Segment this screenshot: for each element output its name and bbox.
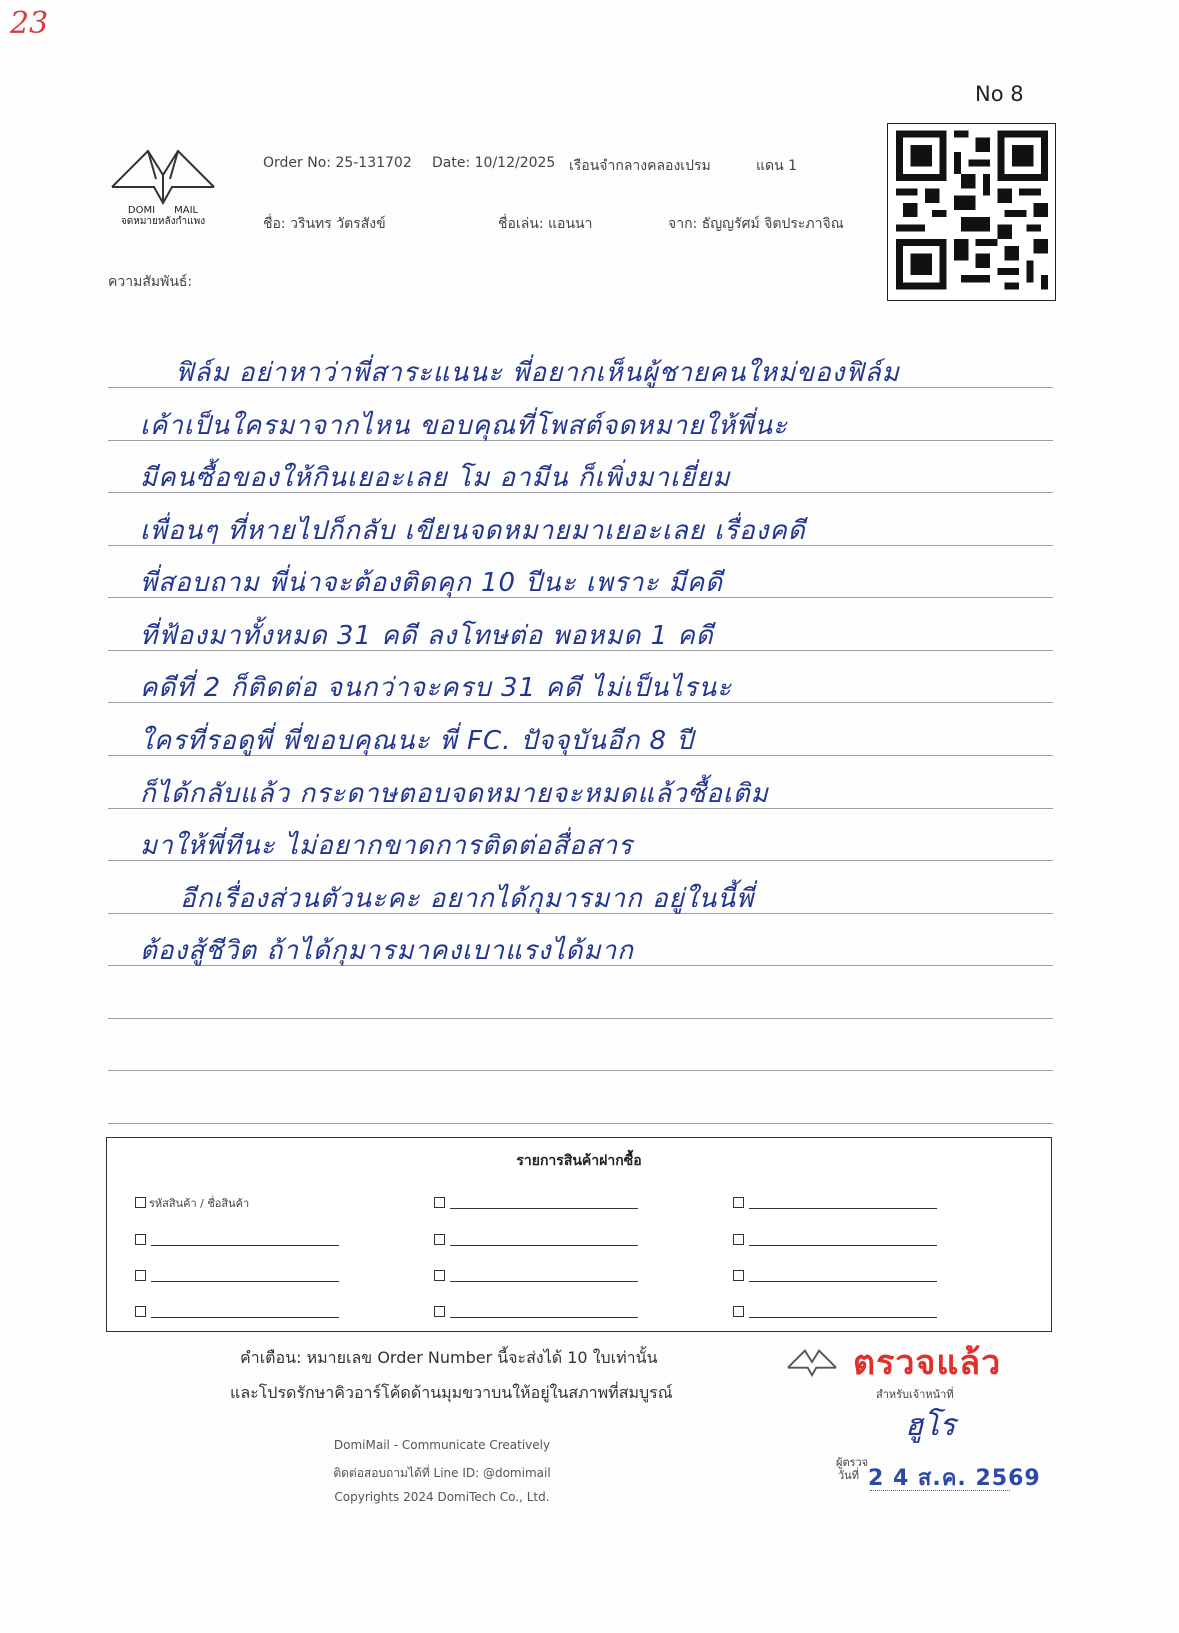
staff-only-label: สำหรับเจ้าหน้าที่ (876, 1388, 954, 1401)
checker-label: ผู้ตรวจ (836, 1456, 869, 1469)
item-checkbox[interactable] (135, 1306, 146, 1317)
stamped-date: 2 4 ส.ค. 2569 (868, 1466, 1041, 1491)
letter-line: ฟิล์ม อย่าหาว่าพี่สาระแนนะ พี่อยากเห็นผู้ชายคนใหม่ของฟิล์ม (175, 358, 900, 388)
item-line[interactable] (749, 1317, 937, 1318)
warning-line: และโปรดรักษาคิวอาร์โค้ดด้านมุมขวาบนให้อยู่ในสภาพที่สมบูรณ์ (230, 1383, 673, 1402)
qr-code (887, 123, 1056, 301)
item-checkbox[interactable] (135, 1234, 146, 1245)
recipient-nickname: ชื่อเล่น: แอนนา (498, 216, 593, 232)
item-line[interactable] (749, 1281, 937, 1282)
domimail-logo (108, 145, 218, 227)
order-number: Order No: 25-131702 (263, 155, 412, 171)
item-line[interactable] (749, 1245, 937, 1246)
item-line[interactable] (151, 1281, 339, 1282)
prison-zone: แดน 1 (756, 158, 798, 174)
order-date: Date: 10/12/2025 (432, 155, 556, 171)
order-box-title: รายการสินค้าฝากซื้อ (516, 1153, 642, 1169)
footer-tagline: DomiMail - Communicate Creatively (333, 1438, 551, 1452)
letter-line: ที่ฟ้องมาทั้งหมด 31 คดี ลงโทษต่อ พอหมด 1 คดี (140, 621, 714, 651)
letter-line: ต้องสู้ชีวิต ถ้าได้กุมารมาคงเบาแรงได้มาก (140, 936, 634, 966)
item-checkbox[interactable] (135, 1197, 146, 1208)
checked-stamp: ตรวจแล้ว (853, 1343, 1002, 1383)
letter-line: ใครที่รอดูพี่ พี่ขอบคุณนะ พี่ FC. ปัจจุบันอีก 8 ปี (140, 726, 694, 756)
paper-plane-icon (786, 1346, 838, 1378)
small-logo (786, 1346, 838, 1382)
item-label: รหัสสินค้า / ชื่อสินค้า (149, 1197, 250, 1210)
warning-line: คำเตือน: หมายเลข Order Number นี้จะส่งได้ 10 ใบเท่านั้น (240, 1348, 658, 1367)
qr-code-icon (896, 130, 1048, 290)
inspector-signature: ฮูโร (905, 1408, 956, 1443)
item-line[interactable] (749, 1208, 937, 1209)
letter-line: คดีที่ 2 ก็ติดต่อ จนกว่าจะครบ 31 คดี ไม่เป็นไรนะ (140, 673, 733, 703)
item-line[interactable] (450, 1208, 638, 1209)
prison-name: เรือนจำกลางคลองเปรม (569, 158, 711, 174)
brand-tagline: จดหมายหลังกำแพง (120, 216, 206, 227)
item-line[interactable] (450, 1245, 638, 1246)
brand-name-right: MAIL (174, 205, 199, 216)
letter-line: อีกเรื่องส่วนตัวนะคะ อยากได้กุมารมาก อยู่ในนี้พี่ (180, 884, 755, 914)
item-checkbox[interactable] (434, 1234, 445, 1245)
recipient-name: ชื่อ: วรินทร วัตรสังข์ (263, 216, 386, 232)
letter-line: เพื่อนๆ ที่หายไปก็กลับ เขียนจดหมายมาเยอะเลย เรื่องคดี (140, 516, 806, 546)
item-line[interactable] (450, 1317, 638, 1318)
item-checkbox[interactable] (434, 1306, 445, 1317)
page-number: 23 (10, 6, 49, 41)
item-checkbox[interactable] (434, 1270, 445, 1281)
order-items-box (106, 1137, 1052, 1332)
paper-plane-icon (108, 145, 218, 205)
footer-copyright: Copyrights 2024 DomiTech Co., Ltd. (334, 1490, 550, 1504)
sheet-number: No 8 (975, 82, 1024, 106)
sender-name: จาก: ธัญญรัศม์ จิตประภาจิณ (668, 216, 844, 232)
item-checkbox[interactable] (135, 1270, 146, 1281)
brand-name-left: DOMI (127, 205, 156, 216)
relationship-label: ความสัมพันธ์: (108, 274, 193, 290)
letter-line: เค้าเป็นใครมาจากไหน ขอบคุณที่โพสต์จดหมายให้พี่นะ (140, 411, 789, 441)
item-checkbox[interactable] (733, 1306, 744, 1317)
item-checkbox[interactable] (733, 1270, 744, 1281)
item-line[interactable] (151, 1317, 339, 1318)
letter-line: พี่สอบถาม พี่น่าจะต้องติดคุก 10 ปีนะ เพราะ มีคดี (140, 568, 724, 598)
item-checkbox[interactable] (733, 1234, 744, 1245)
item-line[interactable] (151, 1245, 339, 1246)
footer-contact: ติดต่อสอบถามได้ที่ Line ID: @domimail (333, 1466, 551, 1480)
letter-line: ก็ได้กลับแล้ว กระดาษตอบจดหมายจะหมดแล้วซื้อเติม (140, 779, 769, 809)
item-checkbox[interactable] (434, 1197, 445, 1208)
date-dotted-line (870, 1490, 1010, 1491)
date-label: วันที่ (838, 1469, 859, 1482)
item-line[interactable] (450, 1281, 638, 1282)
letter-line: มาให้พี่ทีนะ ไม่อยากขาดการติดต่อสื่อสาร (140, 831, 634, 861)
letter-line: มีคนซื้อของให้กินเยอะเลย โม อามีน ก็เพิ่งมาเยี่ยม (140, 463, 731, 493)
item-checkbox[interactable] (733, 1197, 744, 1208)
